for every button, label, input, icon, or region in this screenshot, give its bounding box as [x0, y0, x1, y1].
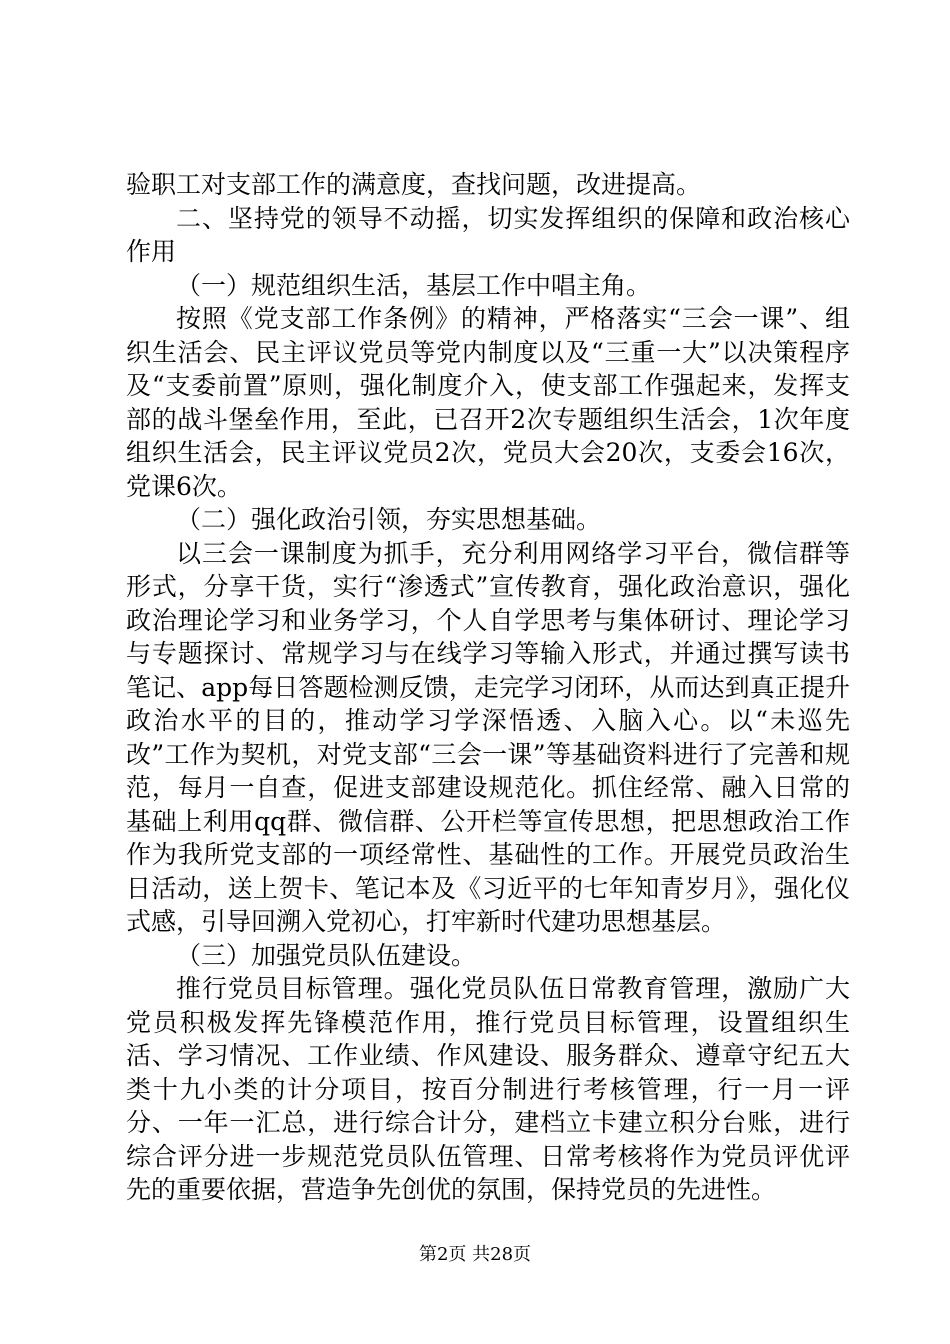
page-footer: 第2页 共28页	[418, 1244, 532, 1265]
paragraph-continuation: 验职工对支部工作的满意度，查找问题，改进提高。	[126, 170, 702, 199]
subsection-heading-1: （一）规范组织生活，基层工作中唱主角。	[176, 270, 652, 300]
section-heading-2: 二、坚持党的领导不动摇，切实发挥组织的保障和政治核心作用	[126, 203, 850, 266]
paragraph-political-guidance: 以三会一课制度为抓手，充分利用网络学习平台，微信群等形式，分享干货，实行“渗透式”宣传教育，强化政治意识，强化政治理论学习和业务学习，个人自学思考与集体研讨、理论学习与专题探讨、常规学习与在线学习等输入形式，并通过撰写读书笔记、app每日答题检测反馈，走完学习闭环，从而达到真正提升政治水平的目的，推动学习学深悟透、入脑入心。以“未巡先改”工作为契机，对党支部“三会一课”等基础资料进行了完善和规范，每月一自查，促进支部建设规范化。抓住经常、融入日常的基础上利用qq群、微信群、公开栏等宣传思想，把思想政治工作作为我所党支部的一项经常性、基础性的工作。开展党员政治生日活动，送上贺卡、笔记本及《习近平的七年知青岁月》，强化仪式感，引导回溯入党初心，打牢新时代建功思想基层。	[126, 538, 850, 936]
paragraph-team-building: 推行党员目标管理。强化党员队伍日常教育管理，激励广大党员积极发挥先锋模范作用，推行党员目标管理，设置组织生活、学习情况、工作业绩、作风建设、服务群众、遵章守纪五大类十九小类的计分项目，按百分制进行考核管理，行一月一评分、一年一汇总，进行综合计分，建档立卡建立积分台账，进行综合评分进一步规范党员队伍管理、日常考核将作为党员评优评先的重要依据，营造争先创优的氛围，保持党员的先进性。	[126, 974, 850, 1204]
subsection-heading-2: （二）强化政治引领，夯实思想基础。	[176, 505, 602, 534]
subsection-heading-3: （三）加强党员队伍建设。	[176, 940, 477, 970]
paragraph-organization-life: 按照《党支部工作条例》的精神，严格落实“三会一课”、组织生活会、民主评议党员等党内制度以及“三重一大”以决策程序及“支委前置”原则，强化制度介入，使支部工作强起来，发挥支部的战斗堡垒作用，至此，已召开2次专题组织生活会，1次年度组织生活会，民主评议党员2次，党员大会20次，支委会16次，党课6次。	[126, 304, 850, 501]
document-body	[126, 168, 850, 1207]
